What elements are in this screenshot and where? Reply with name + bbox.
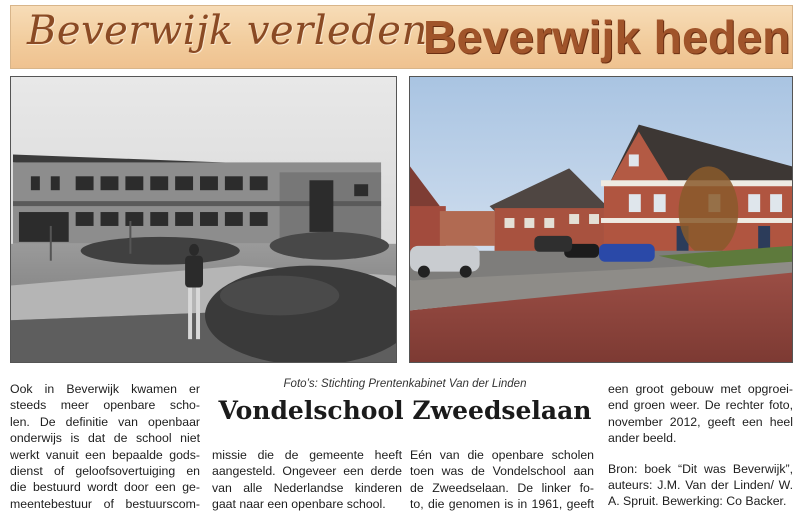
article-line: Eén van die openbare scholen (410, 448, 594, 462)
photo-now-drawing (410, 77, 792, 362)
photo-zweedselaan-2012 (409, 76, 793, 363)
source-line: Bron: boek “Dit was Beverwijk”, (608, 461, 793, 476)
article-column-2 (212, 447, 402, 513)
article-line: gaat naar een openbare school. (212, 497, 386, 512)
article-column-4 (608, 381, 793, 510)
article-line: de Zweedselaan. De linker fo- (410, 480, 594, 495)
article-line: dienst of geloofsovertuiging en (10, 464, 200, 479)
article-line: end groen weer. De rechter foto, (608, 398, 793, 413)
source-line: auteurs: J.M. Van der Linden/ W. (608, 478, 793, 493)
article-line: die bestuurd wordt door een ge- (10, 480, 200, 495)
article-column-3 (410, 447, 594, 513)
article-line: onderwijs is dat de school niet (10, 431, 200, 446)
article-line: toen was de Vondelschool aan (410, 464, 594, 479)
article-line: van alle Nederlandse kinderen (212, 480, 402, 495)
article-line: to, die genomen is in 1961, geeft (410, 497, 594, 512)
banner-title-present: Beverwijk heden (423, 11, 791, 63)
article-line: missie die de gemeente heeft (212, 448, 402, 462)
article-line: ander beeld. (608, 431, 677, 446)
photo-credit: Foto’s: Stichting Prentenkabinet Van der Linden (283, 378, 527, 390)
article-line: november 2012, geeft een heel (608, 414, 793, 429)
article-line: werkt vanuit een bepaalde gods- (10, 447, 200, 462)
article-headline: Vondelschool Zweedselaan (218, 396, 592, 425)
title-banner (10, 5, 793, 69)
article-line: steeds meer openbare scho- (10, 398, 200, 413)
article-line: Ook in Beverwijk kwamen er (10, 382, 200, 396)
article-line: aangesteld. Ongeveer een derde (212, 464, 402, 479)
photo-then-drawing (11, 77, 396, 362)
source-line: A. Spruit. Bewerking: Co Backer. (608, 494, 787, 509)
article-line: meentebestuur of bestuurscom- (10, 496, 200, 511)
article-line: len. De definitie van openbaar (10, 414, 200, 429)
banner-title-past: Beverwijk verleden (27, 8, 428, 54)
article-column-1 (10, 381, 200, 512)
article-line: een groot gebouw met opgroei- (608, 382, 793, 396)
photo-vondelschool-1961 (10, 76, 397, 363)
